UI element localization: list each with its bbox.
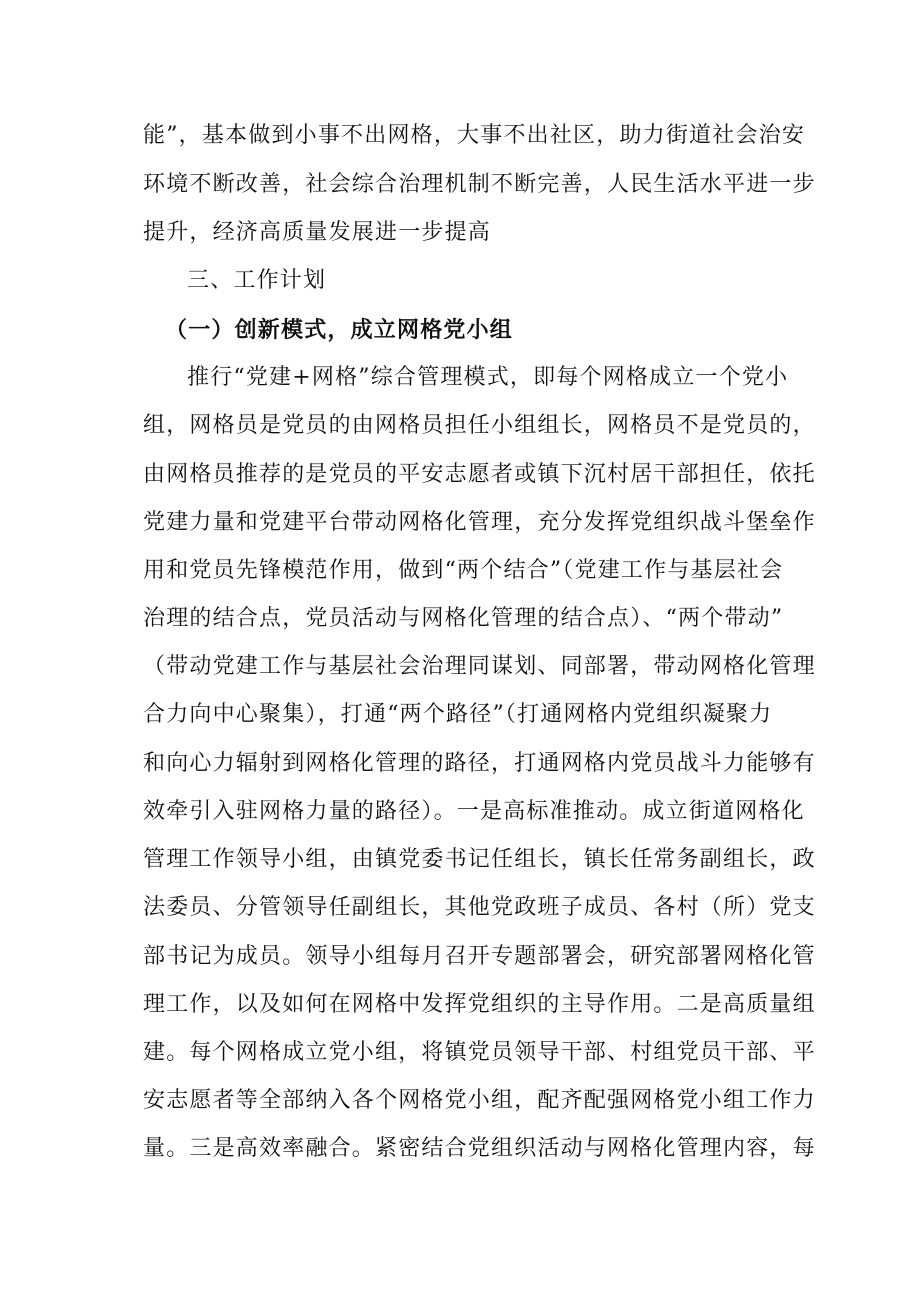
paragraph-line: 党建力量和党建平台带动网格化管理，充分发挥党组织战斗堡垒作 <box>143 510 816 535</box>
paragraph-line: 能”，基本做到小事不出网格，大事不出社区，助力街道社会治安 <box>143 123 806 148</box>
paragraph-line: 法委员、分管领导任副组长，其他党政班子成员、各村（所）党支 <box>143 895 816 920</box>
paragraph-line: （带动党建工作与基层社会治理同谋划、同部署，带动网格化管理 <box>143 654 816 679</box>
paragraph-line: 理工作，以及如何在网格中发挥党组织的主导作用。二是高质量组 <box>143 992 816 1017</box>
paragraph-line: 治理的结合点，党员活动与网格化管理的结合点）、“两个带动” <box>143 606 784 631</box>
paragraph-line: 组，网格员是党员的由网格员担任小组组长，网格员不是党员的， <box>143 413 816 438</box>
subsection-heading: （一）创新模式，成立网格党小组 <box>165 317 514 343</box>
paragraph-line: 管理工作领导小组，由镇党委书记任组长，镇长任常务副组长，政 <box>143 847 816 872</box>
paragraph-line: 和向心力辐射到网格化管理的路径，打通网格内党员战斗力能够有 <box>143 751 816 776</box>
paragraph-line: 提升，经济高质量发展进一步提高 <box>143 220 492 245</box>
paragraph-line: 建。每个网格成立党小组，将镇党员领导干部、村组党员干部、平 <box>143 1040 816 1065</box>
paragraph-line: 环境不断改善，社会综合治理机制不断完善，人民生活水平进一步 <box>143 172 816 197</box>
paragraph-line: 部书记为成员。领导小组每月召开专题部署会，研究部署网格化管 <box>143 944 816 969</box>
paragraph-line: 用和党员先锋模范作用，做到“两个结合”（党建工作与基层社会 <box>143 558 784 583</box>
paragraph-line: 效牵引入驻网格力量的路径）。一是高标准推动。成立街道网格化 <box>143 799 805 824</box>
paragraph-line: 量。三是高效率融合。紧密结合党组织活动与网格化管理内容，每 <box>143 1136 816 1161</box>
paragraph-line: 安志愿者等全部纳入各个网格党小组，配齐配强网格党小组工作力 <box>143 1088 816 1113</box>
paragraph-line: 由网格员推荐的是党员的平安志愿者或镇下沉村居干部担任，依托 <box>143 462 816 487</box>
paragraph-line: 合力向中心聚集），打通“两个路径”（打通网格内党组织凝聚力 <box>143 702 773 727</box>
section-heading: 三、工作计划 <box>187 268 327 293</box>
paragraph-line: 推行“党建+网格”综合管理模式，即每个网格成立一个党小 <box>187 365 789 390</box>
